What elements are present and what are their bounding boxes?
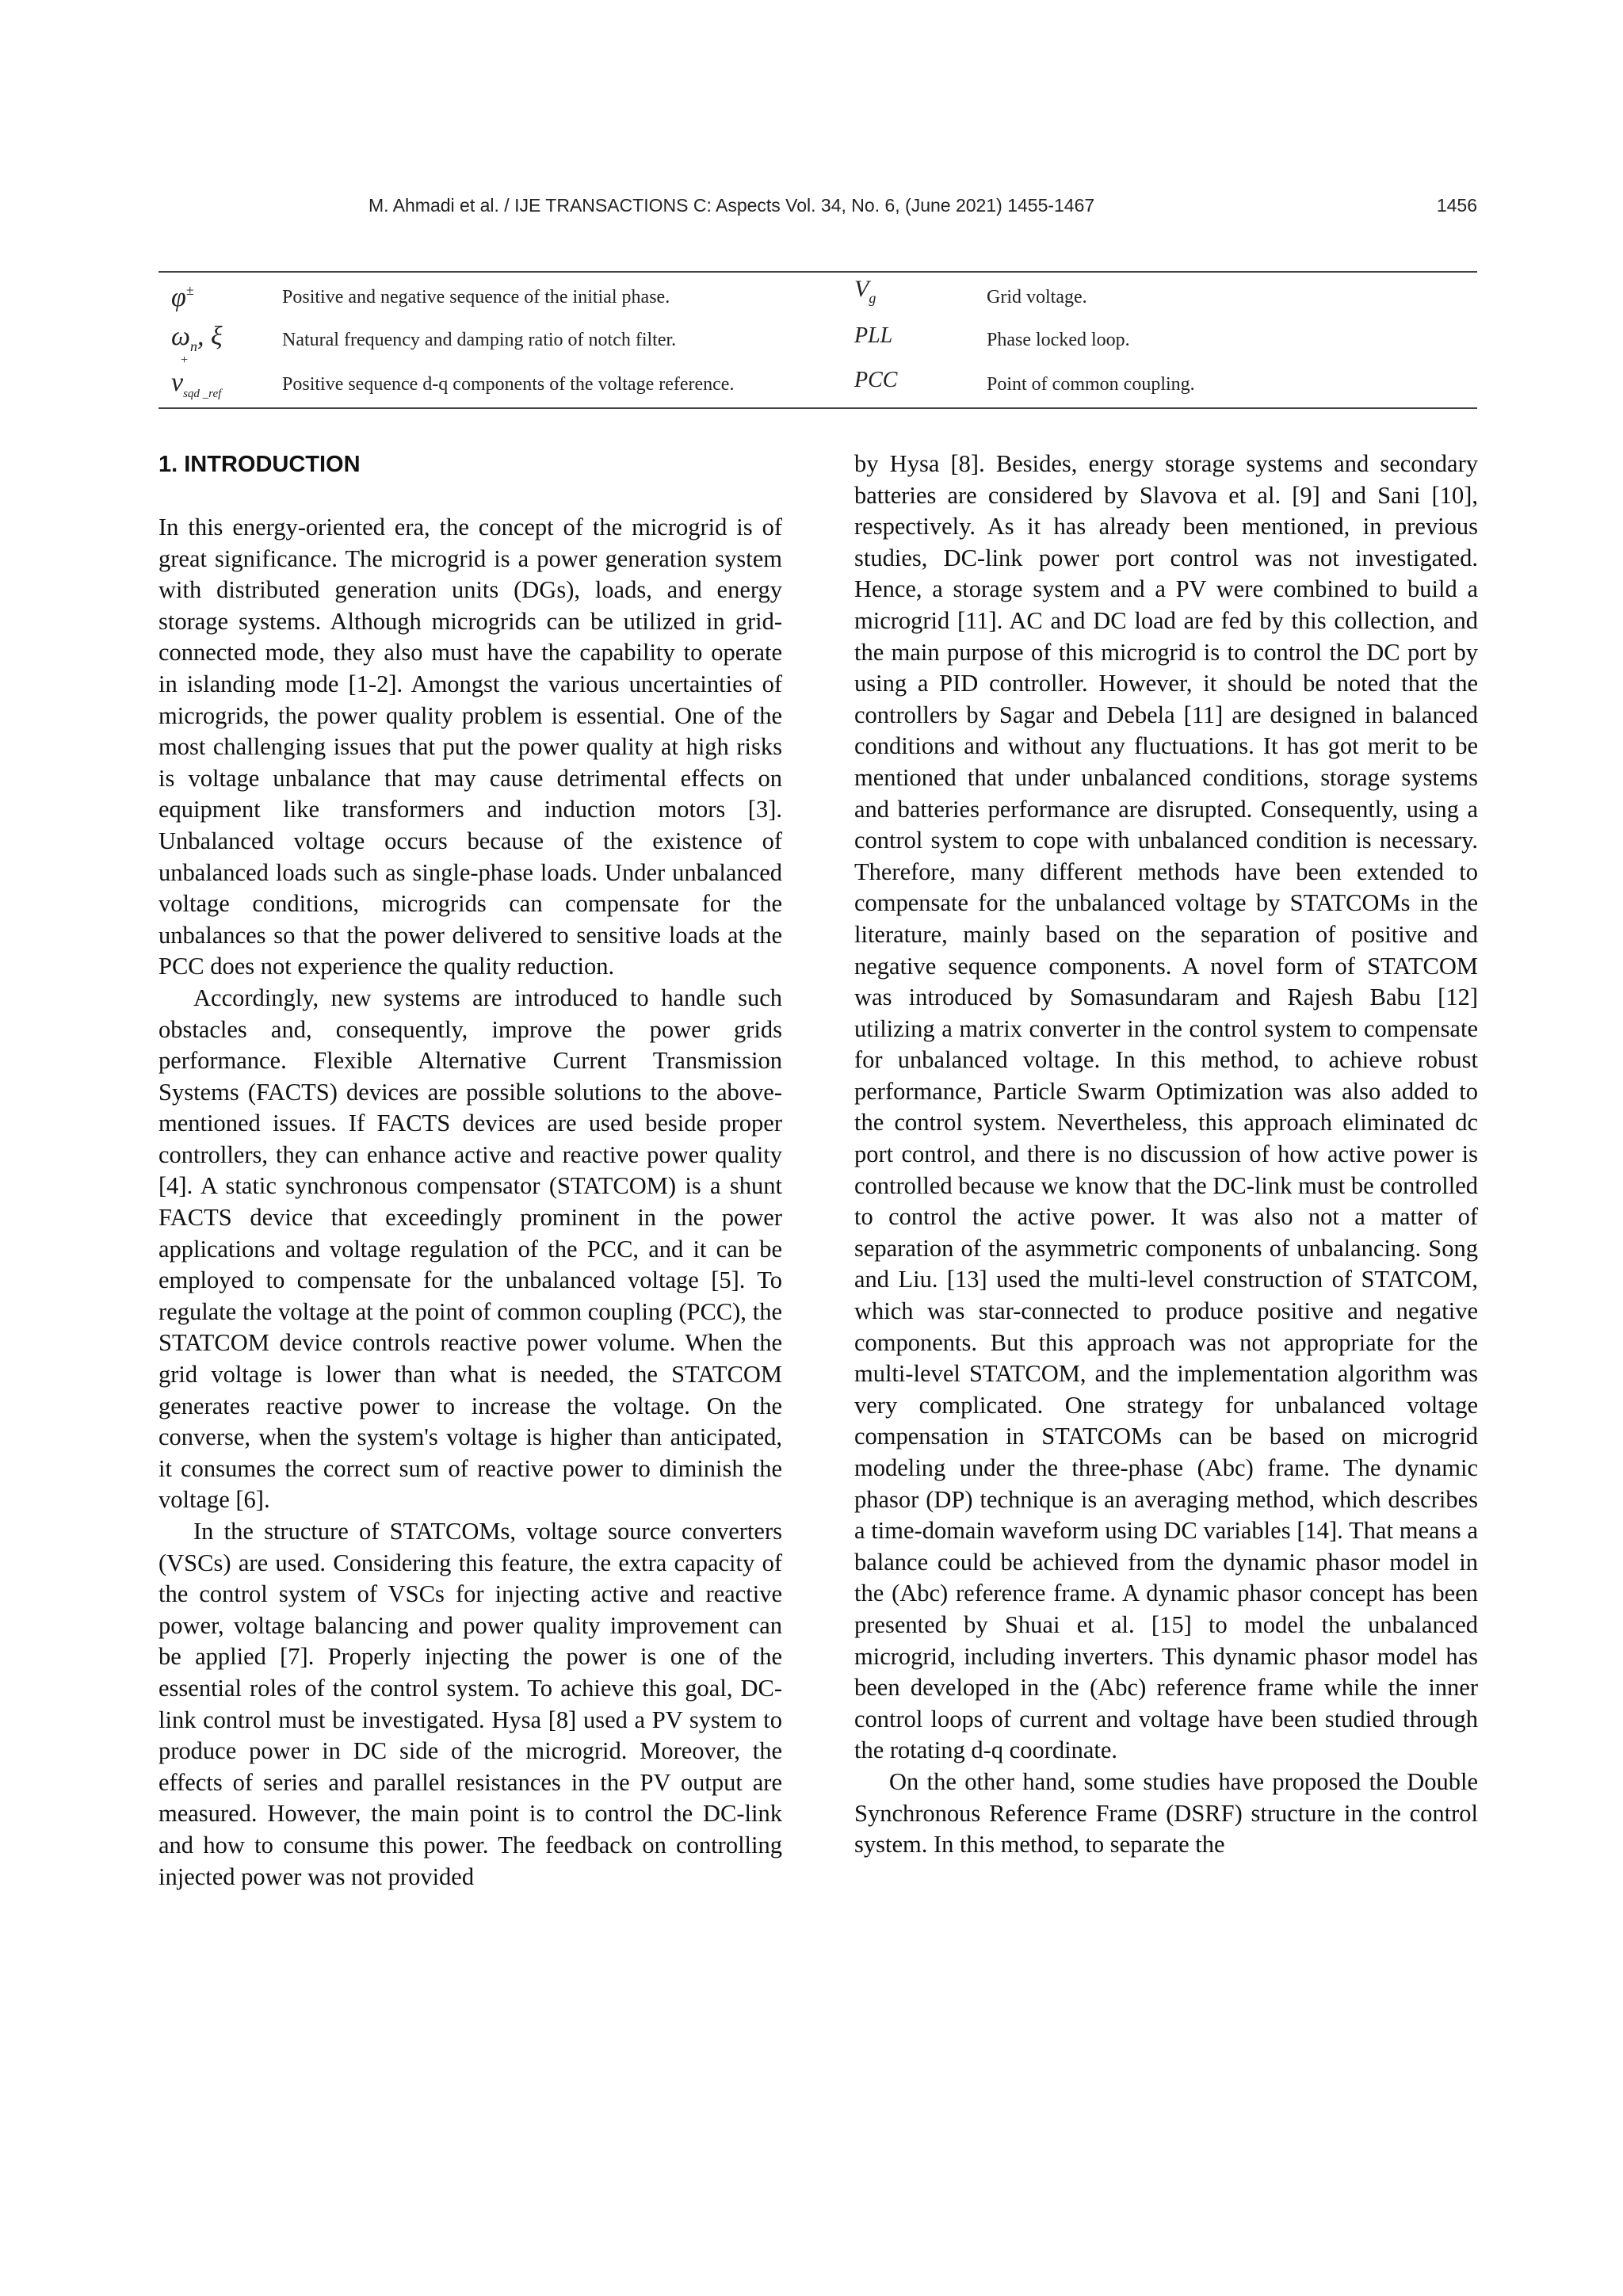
section-title: 1. INTRODUCTION	[158, 452, 361, 477]
paragraph: In this energy-oriented era, the concept of the microgrid is of great significance. The microgrid is a power generation system with distributed generation units (DGs), loads, and energy storage systems. Although microgrids can be utilized in grid-connected mode, they also must have the capability to operate in islanding mode [1-2]. Amongst the various uncertainties of microgrids, the power quality problem is essential. One of the most challenging issues that put the power quality at high risks is voltage unbalance that may cause detrimental effects on equipment like transformers and induction motors [3]. Unbalanced voltage occurs because of the existence of unbalanced loads such as single-phase loads. Under unbalanced voltage conditions, microgrids can compensate for the unbalances so that the power delivered to sensitive loads at the PCC does not experience the quality reduction.	[158, 514, 782, 980]
paragraph: Accordingly, new systems are introduced to handle such obstacles and, consequently, improve the power grids performance. Flexible Alternative Current Transmission Systems (FACTS) devices are possible solutions to the above-mentioned issues. If FACTS devices are used beside proper controllers, they can enhance active and reactive power quality [4]. A static synchronous compensator (STATCOM) is a shunt FACTS device that exceedingly prominent in the power applications and voltage regulation of the PCC, and it can be employed to compensate for the unbalanced voltage [5]. To regulate the voltage at the point of common coupling (PCC), the STATCOM device controls reactive power volume. When the grid voltage is lower than what is needed, the STATCOM generates reactive power to increase the voltage. On the converse, when the system's voltage is higher than anticipated, it consumes the correct sum of reactive power to diminish the voltage [6].	[158, 984, 782, 1514]
journal-citation: M. Ahmadi et al. / IJE TRANSACTIONS C: Aspects Vol. 34, No. 6, (June 2021) 1455-1467	[369, 195, 1095, 216]
nomenclature-definition: Positive sequence d-q components of the voltage reference.	[282, 374, 735, 395]
nomenclature-definition: Phase locked loop.	[987, 330, 1130, 350]
nomenclature-symbol: $V_g$	[854, 276, 876, 306]
left-column	[158, 449, 782, 1893]
nomenclature-definition: Positive and negative sequence of the initial phase.	[282, 287, 670, 308]
right-column	[854, 449, 1478, 1861]
nomenclature-symbol: φ±	[171, 282, 194, 312]
nomenclature-symbol: PCC	[854, 368, 898, 392]
nomenclature-definition: Grid voltage.	[987, 287, 1087, 308]
nomenclature-row	[158, 276, 1477, 317]
nomenclature-row	[158, 353, 1477, 404]
nomenclature-symbol: $\omega_n$, ξ	[171, 322, 223, 354]
nomenclature-definition: Point of common coupling.	[987, 374, 1195, 395]
nomenclature-row	[158, 319, 1477, 360]
paragraph: On the other hand, some studies have proposed the Double Synchronous Reference Frame (DSRF) structure in the control system. In this method, to separate the	[854, 1767, 1478, 1859]
paragraph: by Hysa [8]. Besides, energy storage systems and secondary batteries are considered by Slavova et al. [9] and Sani [10], respectively. As it has already been mentioned, in previous studies, DC-link power port control was not investigated. Hence, a storage system and a PV were combined to build a microgrid [11]. AC and DC load are fed by this collection, and the main purpose of this microgrid is to control the DC port by using a PID controller. However, it should be noted that the controllers by Sagar and Debela [11] are designed in balanced conditions and without any fluctuations. It has got merit to be mentioned that under unbalanced conditions, storage systems and batteries performance are disrupted. Consequently, using a control system to cope with unbalanced condition is necessary. Therefore, many different methods have been extended to compensate for the unbalanced voltage by STATCOMs in the literature, mainly based on the separation of positive and negative sequence components. A novel form of STATCOM was introduced by Somasundaram and Rajesh Babu [12] utilizing a matrix converter in the control system to compensate for unbalanced voltage. In this method, to achieve robust performance, Particle Swarm Optimization was also added to the control system. Nevertheless, this approach eliminated dc port control, and there is no discussion of how active power is controlled because we know that the DC-link must be controlled to control the active power. It was also not a matter of separation of the asymmetric components of unbalancing. Song and Liu. [13] used the multi-level construction of STATCOM, which was star-connected to produce positive and negative components. But this approach was not appropriate for the multi-level STATCOM, and the implementation algorithm was very complicated. One strategy for unbalanced voltage compensation in STATCOMs can be based on microgrid modeling under the three-phase (Abc) frame. The dynamic phasor (DP) technique is an averaging method, which describes a time-domain waveform using DC variables [14]. That means a balance could be achieved from the dynamic phasor model in the (Abc) reference frame. A dynamic phasor concept has been presented by Shuai et al. [15] to model the unbalanced microgrid, including inverters. This dynamic phasor model has been developed in the (Abc) reference frame while the inner control loops of current and voltage have been studied through the rotating d-q coordinate.	[854, 450, 1478, 1764]
nomenclature-symbol: PLL	[854, 323, 893, 348]
nomenclature-definition: Natural frequency and damping ratio of notch filter.	[282, 330, 677, 350]
nomenclature-symbol: v + $_{sqd \_ref}$	[171, 353, 222, 400]
paragraph: In the structure of STATCOMs, voltage source converters (VSCs) are used. Considering this feature, the extra capacity of the control system of VSCs for injecting active and reactive power, voltage balancing and power quality improvement can be applied [7]. Properly injecting the power is one of the essential roles of the control system. To achieve this goal, DC-link control must be investigated. Hysa [8] used a PV system to produce power in DC side of the microgrid. Moreover, the effects of series and parallel resistances in the PV output are measured. However, the main point is to control the DC-link and how to consume this power. The feedback on controlling injected power was not provided	[158, 1518, 782, 1890]
running-header	[158, 195, 1477, 227]
nomenclature-table	[158, 271, 1477, 409]
page-number: 1456	[1436, 195, 1477, 216]
